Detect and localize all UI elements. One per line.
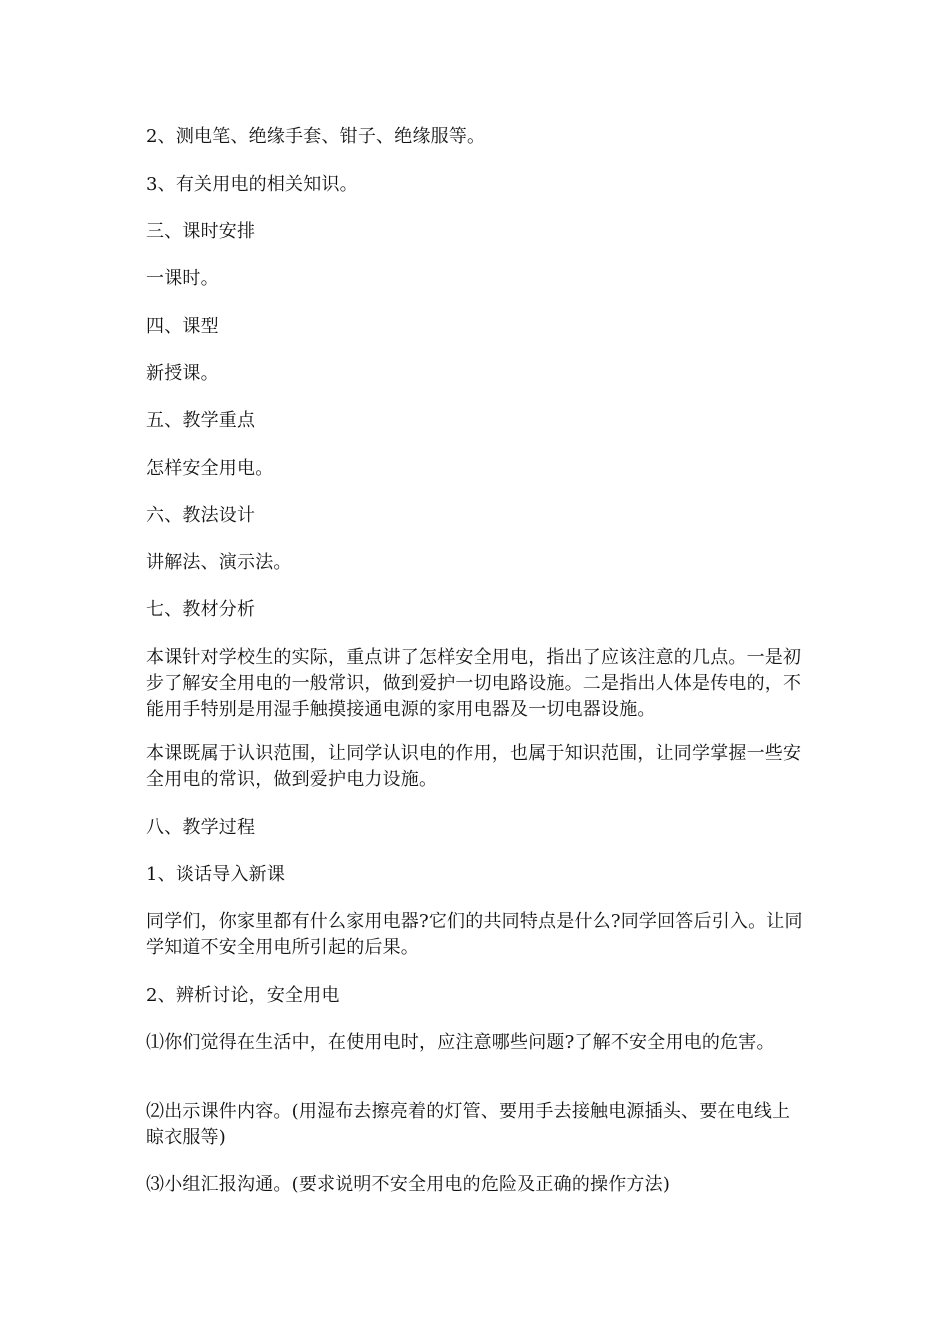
section-heading-analysis: 七、教材分析 (146, 599, 256, 620)
analysis-paragraph-2: 本课既属于认识范围，让同学认识电的作用，也属于知识范围，让同学掌握一些安全用电的常识，做到爱护电力设施。 (146, 743, 802, 790)
discussion-item-1: ⑴你们觉得在生活中，在使用电时，应注意哪些问题?了解不安全用电的危害。 (146, 1032, 775, 1053)
discussion-item-2: ⑵出示课件内容。(用湿布去擦亮着的灯管、要用手去接触电源插头、要在电线上晾衣服等) (146, 1101, 791, 1148)
intro-paragraph: 同学们，你家里都有什么家用电器?它们的共同特点是什么?同学回答后引入。让同学知道不安全用电所引起的后果。 (146, 911, 803, 958)
section-heading-method: 六、教法设计 (146, 505, 256, 526)
step-heading-intro: 1、谈话导入新课 (146, 864, 286, 885)
step-heading-discussion: 2、辨析讨论，安全用电 (146, 985, 340, 1006)
discussion-item-3: ⑶小组汇报沟通。(要求说明不安全用电的危险及正确的操作方法) (146, 1174, 671, 1195)
list-item-equipment: 2、测电笔、绝缘手套、钳子、绝缘服等。 (146, 126, 486, 147)
section-heading-key-point: 五、教学重点 (146, 410, 256, 431)
analysis-paragraph-1: 本课针对学校生的实际，重点讲了怎样安全用电，指出了应该注意的几点。一是初步了解安全用电的一般常识，做到爱护一切电路设施。二是指出人体是传电的，不能用手特别是用湿手触摸接通电源的家用电器及一切电器设施。 (146, 647, 802, 720)
key-point-text: 怎样安全用电。 (146, 458, 274, 479)
schedule-text: 一课时。 (146, 268, 219, 289)
section-heading-schedule: 三、课时安排 (146, 221, 256, 242)
method-text: 讲解法、演示法。 (146, 552, 292, 573)
lesson-type-text: 新授课。 (146, 363, 219, 384)
section-heading-lesson-type: 四、课型 (146, 316, 219, 337)
section-heading-process: 八、教学过程 (146, 817, 256, 838)
list-item-knowledge: 3、有关用电的相关知识。 (146, 174, 358, 195)
